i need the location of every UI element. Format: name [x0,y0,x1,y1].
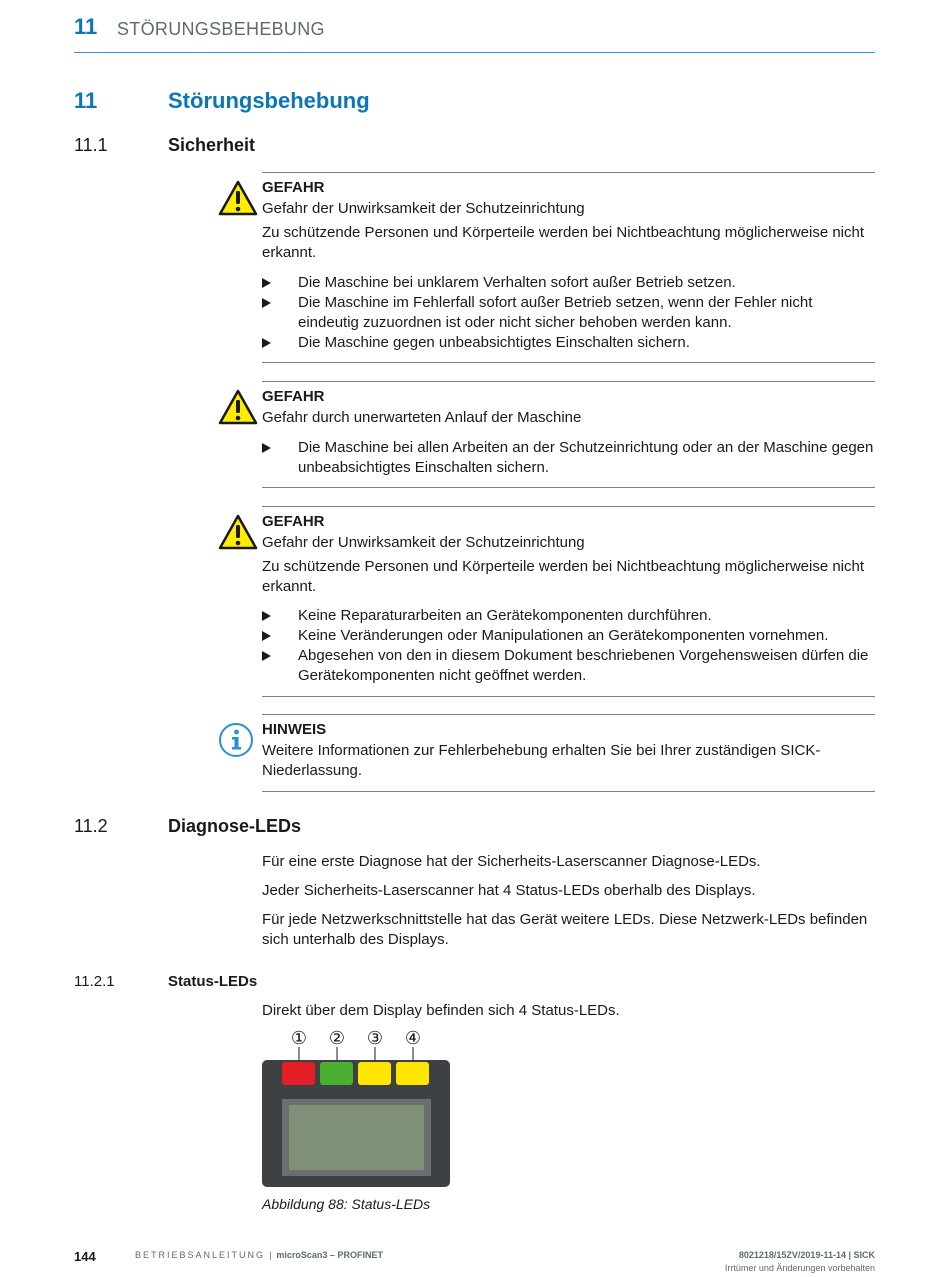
danger3-bullet [262,606,875,626]
note-top-rule [262,714,875,715]
danger3-subtitle: Gefahr der Unwirksamkeit der Schutzeinrichtung [262,534,585,551]
danger1-body: Zu schützende Personen und Körperteile werden bei Nichtbeachtung möglicherweise nicht erkannt. [262,224,865,261]
danger1-subtitle: Gefahr der Unwirksamkeit der Schutzeinrichtung [262,200,585,217]
section-11-1-number: 11.1 [74,135,108,155]
danger3-top-rule [262,506,875,507]
danger3-label: GEFAHR [262,513,325,530]
status-led-2 [320,1062,353,1085]
section-11-2-title: Diagnose-LEDs [168,816,302,836]
danger2-top-rule [262,381,875,382]
footer-document-label [135,1250,383,1260]
footer-doc-id: 8021218/15ZV/2019-11-14 | SICK [738,1250,875,1260]
bullet-arrow-icon [262,298,271,308]
bullet-arrow-icon [262,651,271,661]
section-11-2-number: 11.2 [74,816,108,836]
danger1-bullet [262,293,875,333]
section-11-2-1-number: 11.2.1 [74,973,115,990]
danger3-bullet [262,626,875,646]
led-callout-3: ③ [366,1028,384,1048]
bullet-arrow-icon [262,611,271,621]
danger1-bottom-rule [262,362,875,363]
bullet-arrow-icon [262,631,271,641]
led-callout-1: ① [290,1028,308,1048]
status-led-1 [282,1062,315,1085]
bullet-text: Die Maschine gegen unbeabsichtigtes Einschalten sichern. [298,334,690,351]
warning-triangle-icon [218,514,258,550]
section-11-2-1-paragraph: Direkt über dem Display befinden sich 4 Status-LEDs. [262,1002,620,1019]
status-led-figure [262,1047,452,1189]
danger1-label: GEFAHR [262,179,325,196]
section-11-2-1-title: Status-LEDs [168,973,258,990]
header-chapter-number: 11 [74,14,98,39]
display-screen [289,1105,424,1170]
footer-separator: | [269,1250,272,1260]
bullet-arrow-icon [262,338,271,348]
bullet-text: Abgesehen von den in diesem Dokument beschriebenen Vorgehensweisen dürfen die Gerätekomponenten nicht geöffnet werden. [298,647,869,684]
danger1-top-rule [262,172,875,173]
status-led-4 [396,1062,429,1085]
section-11-1-title: Sicherheit [168,135,256,155]
bullet-text: Keine Reparaturarbeiten an Gerätekomponenten durchführen. [298,607,712,624]
bullet-arrow-icon [262,443,271,453]
danger2-label: GEFAHR [262,388,325,405]
info-icon [218,722,254,758]
bullet-text: Keine Veränderungen oder Manipulationen an Gerätekomponenten vornehmen. [298,627,829,644]
note-bottom-rule [262,791,875,792]
section-11-2-paragraph: Jeder Sicherheits-Laserscanner hat 4 Status-LEDs oberhalb des Displays. [262,882,756,899]
danger2-subtitle: Gefahr durch unerwarteten Anlauf der Maschine [262,409,582,426]
led-callout-4: ④ [404,1028,422,1048]
led-callout-2: ② [328,1028,346,1048]
bullet-text: Die Maschine bei unklarem Verhalten sofort außer Betrieb setzen. [298,274,736,291]
danger2-bottom-rule [262,487,875,488]
danger1-bullet [262,333,875,353]
warning-triangle-icon [218,180,258,216]
footer-doc-type: BETRIEBSANLEITUNG [135,1250,266,1260]
bullet-arrow-icon [262,278,271,288]
note-label: HINWEIS [262,721,327,738]
danger3-body: Zu schützende Personen und Körperteile werden bei Nichtbeachtung möglicherweise nicht erkannt. [262,558,865,595]
footer-product: microScan3 – PROFINET [276,1250,383,1260]
section-11-2-paragraph: Für jede Netzwerkschnittstelle hat das Gerät weitere LEDs. Diese Netzwerk-LEDs befinden sich unterhalb des Displays. [262,911,868,948]
header-chapter-title: STÖRUNGSBEHEBUNG [117,19,325,39]
danger1-bullet [262,273,875,293]
footer-page-number: 144 [74,1249,96,1264]
heading1-title: Störungsbehebung [168,88,370,113]
status-led-3 [358,1062,391,1085]
danger2-bullet [262,438,875,478]
danger3-bottom-rule [262,696,875,697]
heading1-number: 11 [74,88,98,113]
section-11-2-paragraph: Für eine erste Diagnose hat der Sicherheits-Laserscanner Diagnose-LEDs. [262,853,761,870]
header-divider [74,52,875,53]
warning-triangle-icon [218,389,258,425]
note-body: Weitere Informationen zur Fehlerbehebung erhalten Sie bei Ihrer zuständigen SICK-Niederlassung. [262,742,821,779]
bullet-text: Die Maschine bei allen Arbeiten an der Schutzeinrichtung oder an der Maschine gegen unbeabsichtigtes Einschalten sichern. [298,439,874,476]
footer-disclaimer: Irrtümer und Änderungen vorbehalten [724,1263,875,1273]
danger3-bullet [262,646,875,686]
figure-caption: Abbildung 88: Status-LEDs [262,1196,431,1212]
bullet-text: Die Maschine im Fehlerfall sofort außer Betrieb setzen, wenn der Fehler nicht eindeutig zuzuordnen ist oder nicht sicher behoben werden kann. [298,294,813,331]
